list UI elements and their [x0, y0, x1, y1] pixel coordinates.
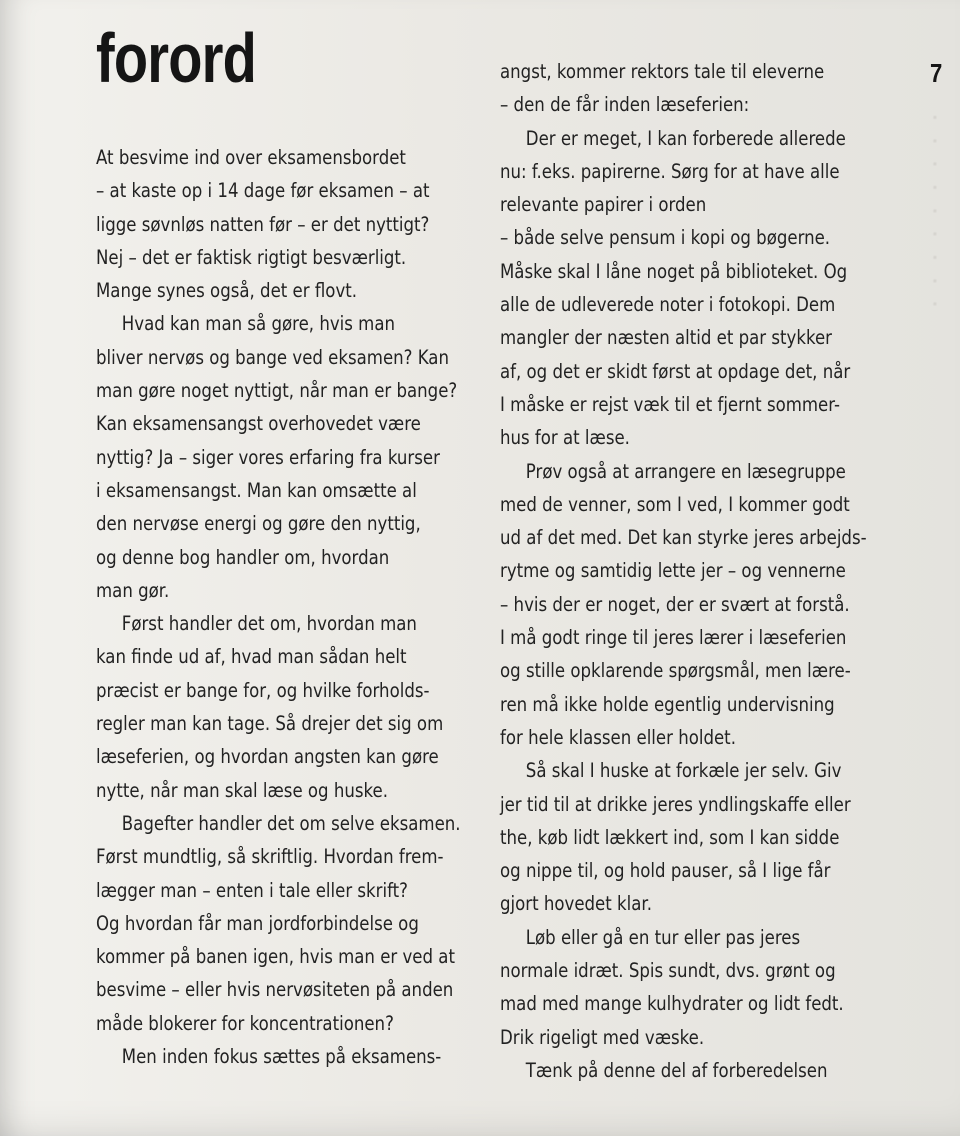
text-line: den nervøse energi og gøre den nyttig,: [96, 512, 421, 536]
text-line: ligge søvnløs natten før – er det nyttigt?: [96, 212, 430, 236]
text-line: Nej – det er faktisk rigtigt besværligt.: [96, 245, 407, 269]
text-line: Og hvordan får man jordforbindelse og: [96, 911, 419, 935]
text-line: Først handler det om, hvordan man: [121, 612, 417, 636]
text-line: Bagefter handler det om selve eksamen.: [121, 811, 461, 835]
text-line: kan finde ud af, hvad man sådan helt: [96, 645, 407, 669]
text-line: i eksamensangst. Man kan omsætte al: [96, 478, 417, 502]
text-line: for hele klassen eller holdet.: [500, 725, 736, 749]
text-line: bliver nervøs og bange ved eksamen? Kan: [96, 345, 449, 369]
text-line: rytme og samtidig lette jer – og vennerne: [500, 559, 846, 583]
text-line: – hvis der er noget, der er svært at forstå.: [500, 592, 850, 616]
text-line: relevante papirer i orden: [500, 193, 707, 217]
text-line: læseferien, og hvordan angsten kan gøre: [96, 745, 439, 769]
text-line: Kan eksamensangst overhovedet være: [96, 412, 421, 436]
text-line: Løb eller gå en tur eller pas jeres: [525, 925, 801, 949]
text-line: måde blokerer for koncentrationen?: [96, 1011, 394, 1035]
text-line: man gøre noget nyttigt, når man er bange?: [96, 379, 458, 403]
text-line: Så skal I huske at forkæle jer selv. Giv: [525, 759, 842, 783]
text-line: man gør.: [96, 578, 170, 602]
text-line: nu: f.eks. papirerne. Sørg for at have alle: [500, 159, 840, 183]
text-line: Drik rigeligt med væske.: [500, 1025, 705, 1049]
text-line: præcist er bange for, og hvilke forholds-: [96, 678, 430, 702]
text-line: gjort hovedet klar.: [500, 892, 652, 916]
text-line: nytte, når man skal læse og huske.: [96, 778, 388, 802]
text-line: af, og det er skidt først at opdage det, når: [500, 359, 851, 383]
text-line: Men inden fokus sættes på eksamens-: [121, 1045, 442, 1069]
text-column-left: [96, 141, 472, 1073]
text-line: regler man kan tage. Så drejer det sig om: [96, 712, 444, 736]
text-line: normale idræt. Spis sundt, dvs. grønt og: [500, 959, 836, 983]
text-line: – den de får inden læseferien:: [500, 93, 750, 117]
text-line: med de venner, som I ved, I kommer godt: [500, 492, 850, 516]
text-line: hus for at læse.: [500, 426, 630, 450]
text-line: Mange synes også, det er flovt.: [96, 279, 358, 303]
text-line: og nippe til, og hold pauser, så I lige får: [500, 859, 831, 883]
text-line: ren må ikke holde egentlig undervisning: [500, 692, 835, 716]
text-line: Prøv også at arrangere en læsegruppe: [525, 459, 846, 483]
text-line: kommer på banen igen, hvis man er ved at: [96, 945, 455, 969]
text-line: mad med mange kulhydrater og lidt fedt.: [500, 992, 844, 1016]
chapter-title: forord: [96, 19, 257, 97]
text-line: angst, kommer rektors tale til eleverne: [500, 60, 825, 83]
text-line: Måske skal I låne noget på biblioteket. Og: [500, 259, 848, 283]
page-number: 7: [930, 58, 943, 88]
text-line: mangler der næsten altid et par stykker: [500, 326, 832, 350]
text-line: Tænk på denne del af forberedelsen: [525, 1058, 828, 1082]
text-line: og stille opklarende spørgsmål, men lære-: [500, 659, 851, 683]
text-line: lægger man – enten i tale eller skrift?: [96, 878, 408, 902]
text-line: ud af det med. Det kan styrke jeres arbejds-: [500, 526, 867, 550]
text-line: alle de udleverede noter i fotokopi. Dem: [500, 293, 836, 317]
text-line: At besvime ind over eksamensbordet: [96, 146, 406, 169]
text-line: the, køb lidt lækkert ind, som I kan sidde: [500, 825, 840, 849]
text-line: – både selve pensum i kopi og bøgerne.: [500, 226, 831, 250]
text-column-right: [500, 55, 876, 1087]
bleed-through-spine-text: ▪ ▪ ▪ ▪ ▪ ▪ ▪ ▪ ▪: [928, 110, 942, 314]
text-line: og denne bog handler om, hvordan: [96, 545, 390, 569]
text-line: – at kaste op i 14 dage før eksamen – at: [96, 179, 430, 203]
text-line: Hvad kan man så gøre, hvis man: [121, 312, 395, 336]
text-line: jer tid til at drikke jeres yndlingskaffe eller: [500, 792, 851, 816]
text-line: besvime – eller hvis nervøsiteten på anden: [96, 978, 454, 1002]
text-line: nyttig? Ja – siger vores erfaring fra kurser: [96, 445, 440, 469]
text-line: Der er meget, I kan forberede allerede: [525, 126, 846, 150]
text-line: I må godt ringe til jeres lærer i læseferien: [500, 626, 847, 650]
text-line: I måske er rejst væk til et fjernt sommer-: [500, 392, 840, 416]
text-line: Først mundtlig, så skriftlig. Hvordan frem-: [96, 845, 444, 869]
